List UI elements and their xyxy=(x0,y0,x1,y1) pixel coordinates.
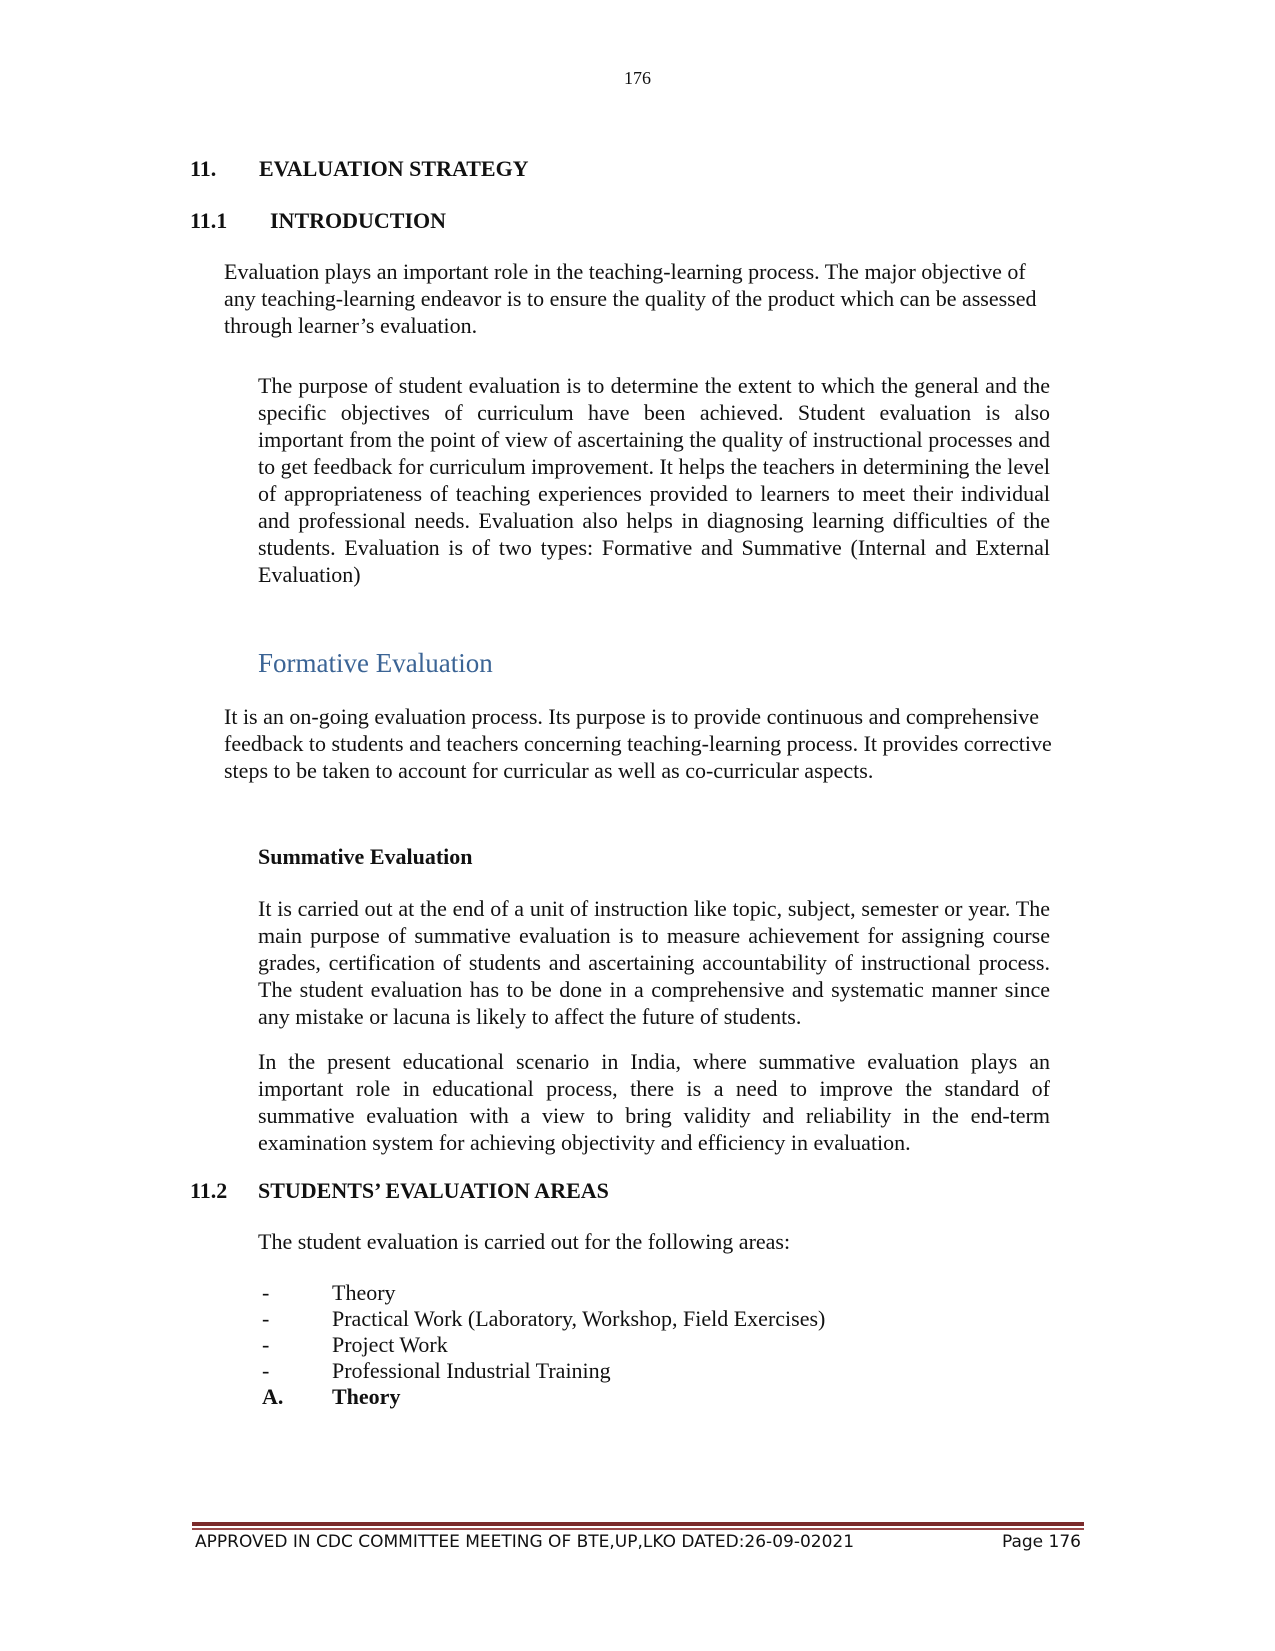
purpose-paragraph: The purpose of student evaluation is to determine the extent to which the general and the specific objectives of curriculum have been achieved. Student evaluation is also important from the point of view of ascertaining the quality of instructional processes and to get feedback for curriculum improvement. It helps the teachers in determining the level of appropriateness of teaching experiences provided to learners to meet their individual and professional needs. Evaluation also helps in diagnosing learning difficulties of the students. Evaluation is of two types: Formative and Summative (Internal and External Evaluation) xyxy=(258,373,1050,587)
page-number-top: 176 xyxy=(624,68,651,88)
summative-evaluation-heading: Summative Evaluation xyxy=(258,844,473,869)
section-11-1-number: 11.1 xyxy=(190,208,228,233)
evaluation-areas-lead: The student evaluation is carried out for the following areas: xyxy=(258,1229,791,1254)
subsection-title: Theory xyxy=(332,1384,401,1409)
footer-page-label: Page 176 xyxy=(1001,1532,1081,1552)
intro-paragraph: Evaluation plays an important role in the teaching-learning process. The major objective of any teaching-learning endeavor is to ensure the quality of the product which can be assessed through learner’s evaluation. xyxy=(224,259,1037,338)
footer xyxy=(195,1532,1081,1552)
footer-rule xyxy=(192,1522,1084,1526)
list-marker: - xyxy=(262,1332,270,1357)
list-marker: - xyxy=(262,1306,270,1331)
footer-approval-text: APPROVED IN CDC COMMITTEE MEETING OF BTE,UP,LKO DATED:26-09-02021 xyxy=(195,1532,855,1552)
list-item xyxy=(262,1279,1062,1306)
summative-paragraph-1: It is carried out at the end of a unit of instruction like topic, subject, semester or year. The main purpose of summative evaluation is to measure achievement for assigning course grades, certification of students and ascertaining accountability of instructional process. The student evaluation has to be done in a comprehensive and systematic manner since any mistake or lacuna is likely to affect the future of students. xyxy=(258,896,1050,1029)
list-item xyxy=(262,1331,1062,1358)
formative-evaluation-heading: Formative Evaluation xyxy=(258,648,493,678)
list-item xyxy=(262,1357,1062,1384)
section-11-1-title: INTRODUCTION xyxy=(270,208,447,233)
list-item xyxy=(262,1305,1062,1332)
list-marker: - xyxy=(262,1280,270,1305)
list-item-text: Professional Industrial Training xyxy=(332,1358,611,1383)
footer-rule-secondary xyxy=(192,1528,1084,1530)
subsection-theory xyxy=(262,1383,1062,1410)
list-item-text: Practical Work (Laboratory, Workshop, Field Exercises) xyxy=(332,1306,826,1331)
list-item-text: Theory xyxy=(332,1280,396,1305)
formative-paragraph: It is an on-going evaluation process. Its purpose is to provide continuous and comprehensive feedback to students and teachers concerning teaching-learning process. It provides corrective steps to be taken to account for curricular as well as co-curricular aspects. xyxy=(224,704,1052,783)
summative-paragraph-2: In the present educational scenario in India, where summative evaluation plays an important role in educational process, there is a need to improve the standard of summative evaluation with a view to bring validity and reliability in the end-term examination system for achieving objectivity and efficiency in evaluation. xyxy=(258,1049,1050,1155)
section-11-title: EVALUATION STRATEGY xyxy=(259,156,529,181)
section-11-2-title: STUDENTS’ EVALUATION AREAS xyxy=(258,1178,609,1203)
subsection-marker: A. xyxy=(262,1384,284,1409)
section-11-2-number: 11.2 xyxy=(190,1178,228,1203)
list-marker: - xyxy=(262,1358,270,1383)
section-11-number: 11. xyxy=(190,156,217,181)
list-item-text: Project Work xyxy=(332,1332,448,1357)
